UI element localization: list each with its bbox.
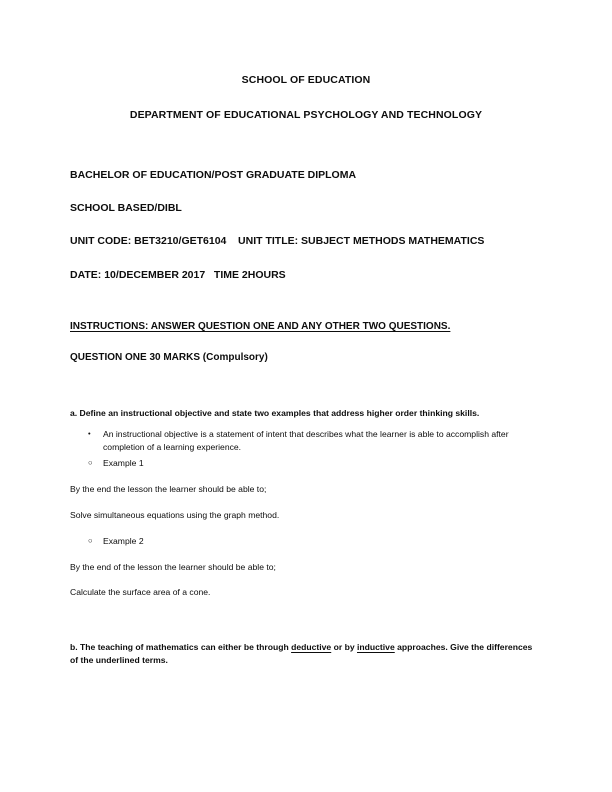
- question-a-list: [70, 428, 542, 470]
- question-b-term-inductive: inductive: [357, 642, 395, 653]
- example-1-objective: Solve simultaneous equations using the graph method.: [70, 509, 280, 520]
- example-1-stem: By the end the lesson the learner should be able to;: [70, 483, 267, 494]
- list-item: [70, 457, 542, 470]
- question-a-list-2: [70, 535, 542, 548]
- circle-bullet-icon: ○: [88, 535, 93, 545]
- question-b-heading: [70, 641, 536, 667]
- example-2-label: Example 2: [103, 535, 144, 546]
- instructions-line: INSTRUCTIONS: ANSWER QUESTION ONE AND ANY OTHER TWO QUESTIONS.: [70, 320, 451, 332]
- list-item: [70, 428, 542, 454]
- example-2-stem: By the end of the lesson the learner should be able to;: [70, 561, 276, 572]
- study-mode-line: SCHOOL BASED/DIBL: [70, 201, 182, 214]
- example-2-objective: Calculate the surface area of a cone.: [70, 587, 211, 598]
- question-one-header: QUESTION ONE 30 MARKS (Compulsory): [70, 351, 268, 363]
- degree-line: BACHELOR OF EDUCATION/POST GRADUATE DIPLOMA: [70, 169, 357, 182]
- instructional-objective-definition: An instructional objective is a statement of intent that describes what the learner is able to accomplish after completion of a learning experience.: [103, 429, 509, 453]
- circle-bullet-icon: ○: [88, 457, 93, 467]
- department-heading: DEPARTMENT OF EDUCATIONAL PSYCHOLOGY AND TECHNOLOGY: [129, 108, 483, 121]
- school-heading: SCHOOL OF EDUCATION: [241, 74, 371, 86]
- example-1-label: Example 1: [103, 457, 144, 468]
- question-b-term-deductive: deductive: [291, 642, 332, 653]
- list-item: [70, 535, 542, 548]
- question-a-heading: a. Define an instructional objective and state two examples that address higher order thinking skills.: [70, 407, 480, 418]
- question-b-middle: or by: [331, 642, 358, 653]
- unit-code-title-line: UNIT CODE: BET3210/GET6104 UNIT TITLE: SUBJECT METHODS MATHEMATICS: [70, 235, 485, 248]
- question-b-suffix: approaches. Give the differences of the underlined terms.: [70, 642, 533, 666]
- question-b-prefix: b. The teaching of mathematics can either be through: [70, 642, 292, 653]
- page-content: [70, 0, 542, 667]
- disc-bullet-icon: •: [88, 429, 91, 439]
- date-time-line: DATE: 10/DECEMBER 2017 TIME 2HOURS: [70, 268, 286, 281]
